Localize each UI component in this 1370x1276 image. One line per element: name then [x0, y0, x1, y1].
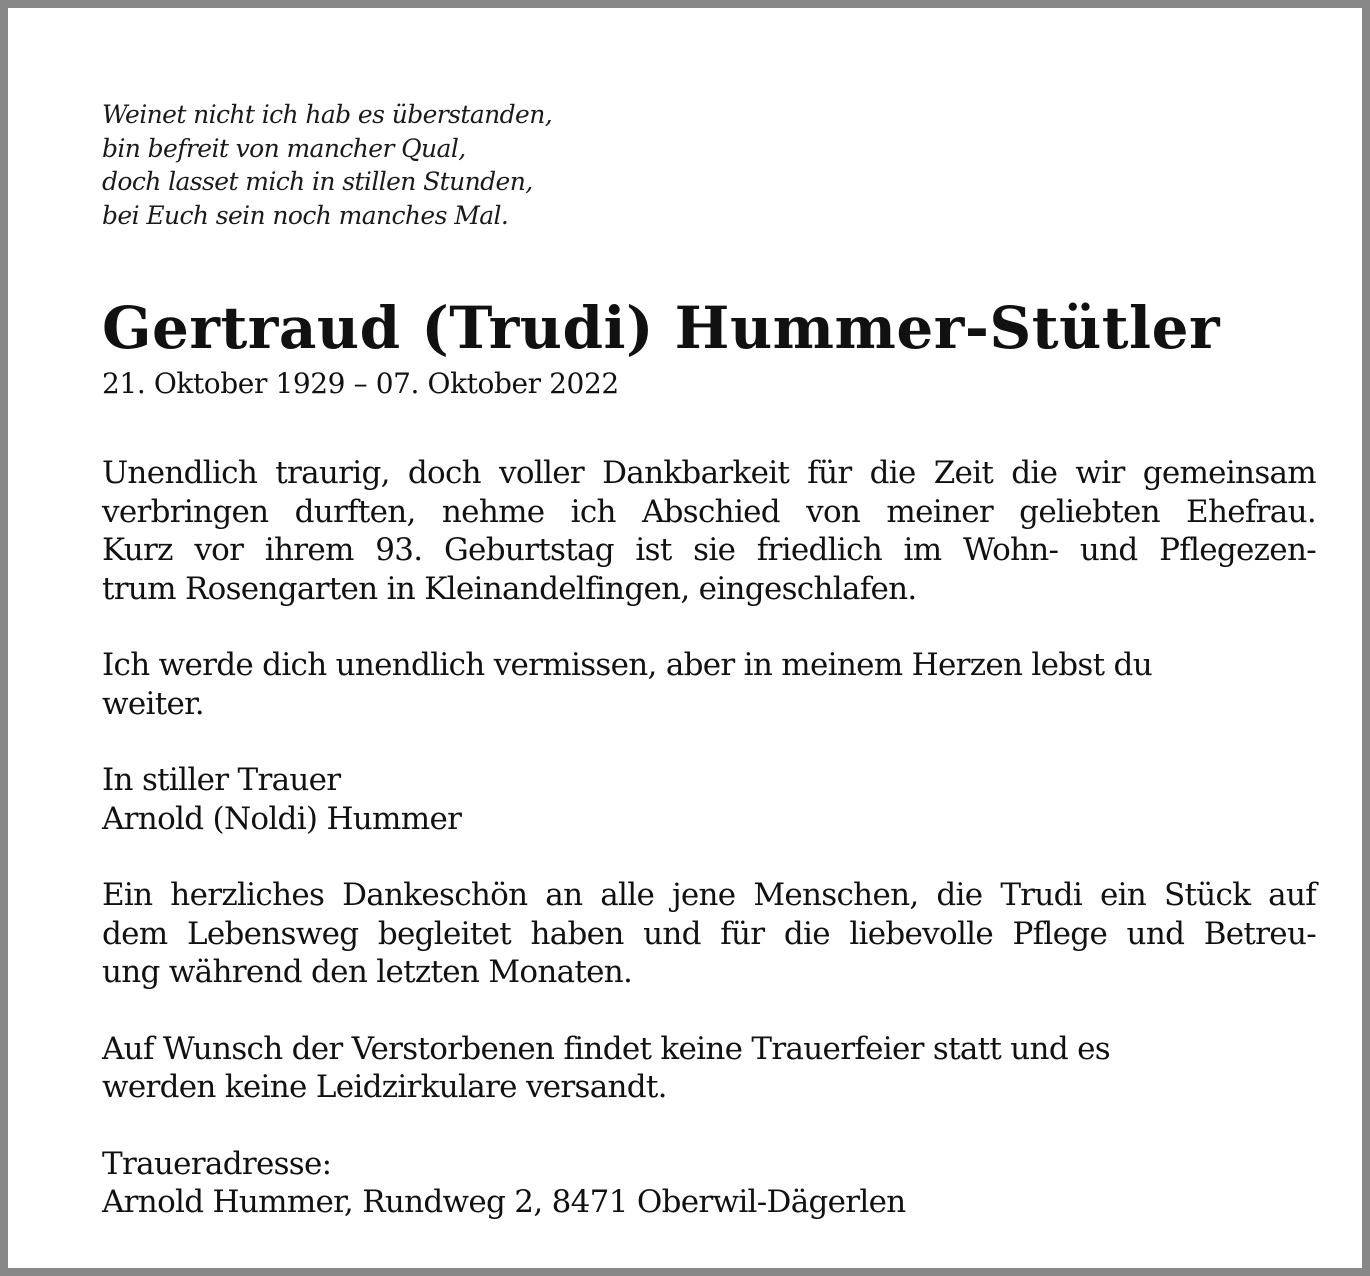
- life-dates: 21. Oktober 1929 – 07. Oktober 2022: [102, 367, 619, 400]
- poem-line: doch lasset mich in stillen Stunden,: [102, 167, 533, 196]
- signature-line: In stiller Trauer: [102, 762, 341, 798]
- paragraph-line: Ein herzliches Dankeschön an alle jene Menschen, die Trudi ein Stück auf: [102, 877, 1316, 913]
- paragraph-line: Kurz vor ihrem 93. Geburtstag ist sie friedlich im Wohn- und Pflegezen-: [102, 532, 1316, 568]
- obituary-content: [102, 98, 1316, 1222]
- farewell-paragraph: [102, 454, 1316, 608]
- poem: [102, 98, 1316, 232]
- poem-line: bei Euch sein noch manches Mal.: [102, 200, 509, 230]
- deceased-name: Gertraud (Trudi) Hummer-Stütler: [102, 294, 1221, 362]
- paragraph-line: trum Rosengarten in Kleinandelfingen, eingeschlafen.: [102, 570, 917, 607]
- address-line: Arnold Hummer, Rundweg 2, 8471 Oberwil-Dägerlen: [102, 1184, 906, 1220]
- thanks-paragraph: [102, 876, 1316, 992]
- paragraph-line: ung während den letzten Monaten.: [102, 954, 633, 990]
- missing-paragraph: [102, 646, 1316, 723]
- ceremony-paragraph: [102, 1030, 1316, 1107]
- address-block: [102, 1145, 1316, 1222]
- paragraph-line: Unendlich traurig, doch voller Dankbarkeit für die Zeit die wir gemeinsam: [102, 455, 1316, 491]
- paragraph-line: weiter.: [102, 685, 204, 722]
- address-label: Traueradresse:: [102, 1145, 332, 1182]
- poem-line: Weinet nicht ich hab es überstanden,: [102, 100, 553, 129]
- signature-line: Arnold (Noldi) Hummer: [102, 800, 462, 837]
- paragraph-line: werden keine Leidzirkulare versandt.: [102, 1069, 667, 1105]
- poem-line: bin befreit von mancher Qual,: [102, 133, 466, 163]
- paragraph-line: dem Lebensweg begleitet haben und für die liebevolle Pflege und Betreu-: [102, 915, 1316, 952]
- signature-block: [102, 761, 1316, 838]
- paragraph-line: Ich werde dich unendlich vermissen, aber in meinem Herzen lebst du: [102, 647, 1152, 683]
- paragraph-line: Auf Wunsch der Verstorbenen findet keine Trauerfeier statt und es: [102, 1030, 1110, 1067]
- paragraph-line: verbringen durften, nehme ich Abschied von meiner geliebten Ehefrau.: [102, 493, 1316, 530]
